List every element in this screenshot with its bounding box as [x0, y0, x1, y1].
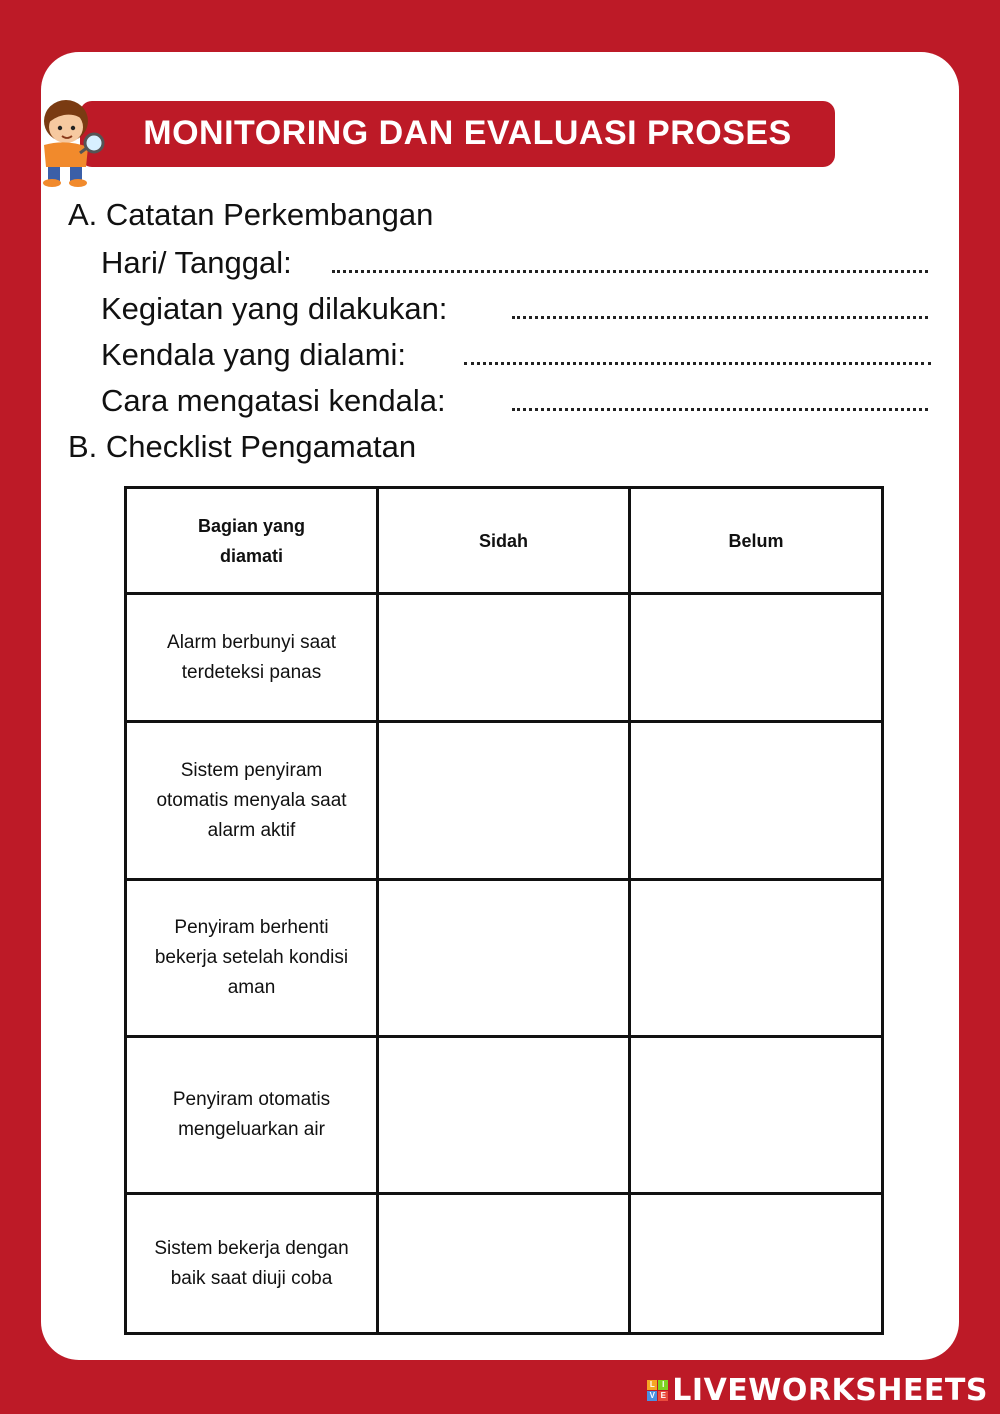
- logo-letter-v: V: [647, 1391, 657, 1401]
- field-input-solution[interactable]: [512, 408, 928, 411]
- field-input-activity[interactable]: [512, 316, 928, 319]
- field-label-obstacle: Kendala yang dialami:: [101, 337, 407, 372]
- boy-magnifier-icon: [30, 95, 108, 187]
- section-b-heading: B. Checklist Pengamatan: [68, 429, 417, 464]
- check-cell-sidah[interactable]: [378, 880, 630, 1037]
- table-row: [126, 880, 883, 1037]
- liveworksheets-logo[interactable]: [647, 1372, 988, 1408]
- field-label-activity: Kegiatan yang dilakukan:: [101, 291, 448, 326]
- row-label: Sistem penyiram otomatis menyala saat alarm aktif: [126, 722, 378, 880]
- title-banner: [80, 101, 835, 167]
- check-cell-belum[interactable]: [630, 880, 883, 1037]
- logo-letter-l: L: [647, 1380, 657, 1390]
- row-label: Penyiram berhenti bekerja setelah kondisi aman: [126, 880, 378, 1037]
- field-input-obstacle[interactable]: [464, 362, 931, 365]
- section-a-heading: A. Catatan Perkembangan: [68, 197, 434, 232]
- field-label-solution: Cara mengatasi kendala:: [101, 383, 446, 418]
- checklist-table: [124, 486, 884, 1335]
- header-sidah: Sidah: [378, 488, 630, 594]
- liveworksheets-blocks-icon: [647, 1380, 668, 1401]
- check-cell-belum[interactable]: [630, 722, 883, 880]
- field-input-date[interactable]: [332, 270, 928, 273]
- table-row: [126, 722, 883, 880]
- row-label: Penyiram otomatis mengeluarkan air: [126, 1037, 378, 1194]
- field-label-date: Hari/ Tanggal:: [101, 245, 292, 280]
- table-row: [126, 1037, 883, 1194]
- liveworksheets-brand: LIVEWORKSHEETS: [672, 1372, 988, 1408]
- page-title: MONITORING DAN EVALUASI PROSES: [143, 114, 792, 152]
- check-cell-belum[interactable]: [630, 1194, 883, 1334]
- row-label: Alarm berbunyi saat terdeteksi panas: [126, 594, 378, 722]
- logo-letter-i: I: [658, 1380, 668, 1390]
- check-cell-belum[interactable]: [630, 594, 883, 722]
- check-cell-belum[interactable]: [630, 1037, 883, 1194]
- check-cell-sidah[interactable]: [378, 594, 630, 722]
- check-cell-sidah[interactable]: [378, 1194, 630, 1334]
- table-row: [126, 594, 883, 722]
- row-label: Sistem bekerja dengan baik saat diuji coba: [126, 1194, 378, 1334]
- table-header-row: [126, 488, 883, 594]
- check-cell-sidah[interactable]: [378, 1037, 630, 1194]
- header-belum: Belum: [630, 488, 883, 594]
- check-cell-sidah[interactable]: [378, 722, 630, 880]
- header-observed-part: Bagian yang diamati: [126, 488, 378, 594]
- table-row: [126, 1194, 883, 1334]
- logo-letter-e: E: [658, 1391, 668, 1401]
